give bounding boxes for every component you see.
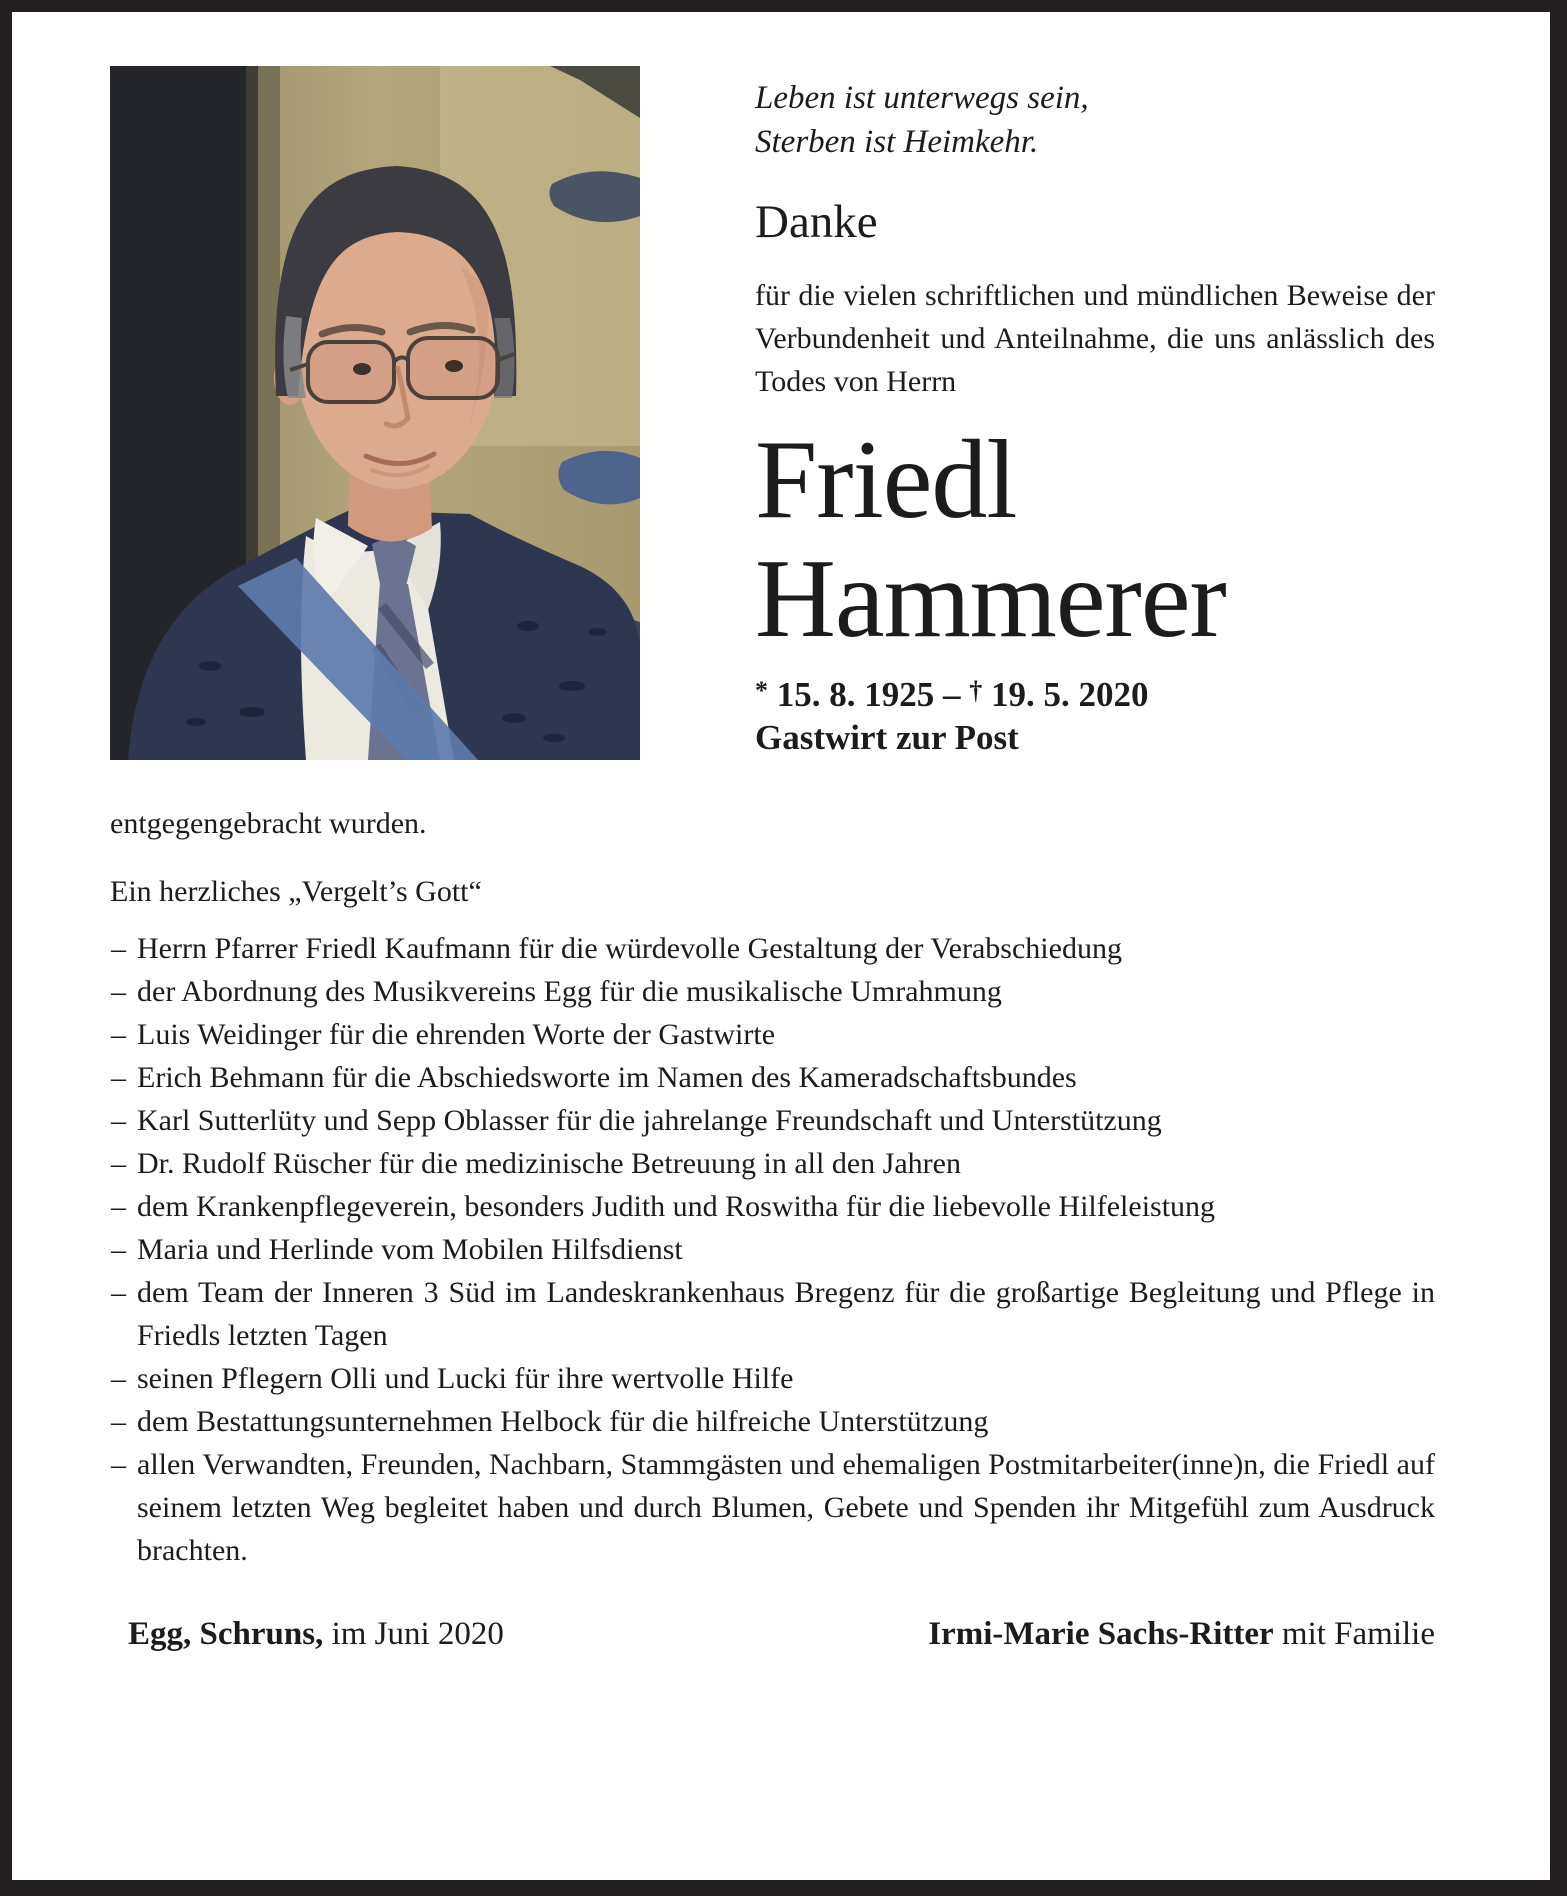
footer-place: Egg, Schruns,: [128, 1616, 324, 1652]
footer-place-date: [110, 1612, 504, 1656]
list-dash: –: [111, 932, 126, 965]
footer-signature-suffix: mit Familie: [1281, 1616, 1435, 1652]
death-date: 19. 5. 2020: [991, 675, 1149, 714]
list-item: [110, 1013, 1435, 1056]
footer-signature-block: [928, 1612, 1435, 1656]
list-item: [110, 927, 1435, 970]
list-item: [110, 1142, 1435, 1185]
list-dash: –: [111, 1018, 126, 1051]
portrait-illustration: [110, 66, 640, 760]
deceased-name: [755, 418, 1435, 661]
list-item-text: Herrn Pfarrer Friedl Kaufmann für die würdevolle Gestaltung der Verabschiedung: [137, 932, 1122, 965]
birth-symbol: *: [755, 676, 768, 705]
body-text: [110, 802, 1435, 1572]
thanks-list: [110, 927, 1435, 1572]
list-dash: –: [111, 1104, 126, 1137]
list-item: [110, 1099, 1435, 1142]
list-item-text: Maria und Herlinde vom Mobilen Hilfsdienst: [137, 1233, 683, 1266]
gratitude-heading: Ein herzliches „Vergelt’s Gott“: [110, 875, 482, 908]
list-dash: –: [111, 975, 126, 1008]
list-item-text: Karl Sutterlüty und Sepp Oblasser für die jahrelange Freundschaft und Unterstützung: [137, 1104, 1162, 1137]
list-item-text: der Abordnung des Musikvereins Egg für die musikalische Umrahmung: [137, 975, 1002, 1008]
list-item-text: dem Bestattungsunternehmen Helbock für die hilfreiche Unterstützung: [137, 1405, 989, 1438]
list-item-text: Dr. Rudolf Rüscher für die medizinische Betreuung in all den Jahren: [137, 1147, 961, 1180]
life-dates: [755, 675, 1435, 715]
continuation-text: entgegengebracht wurden.: [110, 807, 427, 840]
list-dash: –: [111, 1190, 126, 1223]
deceased-first-name: Friedl: [755, 418, 1017, 542]
deceased-last-name: Hammerer: [755, 537, 1226, 661]
intro-paragraph: für die vielen schriftlichen und mündlichen Beweise der Verbundenheit und Anteilnahme, die uns anlässlich des Todes von Herrn: [755, 279, 1435, 398]
epigraph-line-1: Leben ist unterwegs sein,: [755, 80, 1089, 116]
list-dash: –: [111, 1276, 126, 1309]
epigraph: [755, 76, 1435, 164]
list-dash: –: [111, 1448, 126, 1481]
list-dash: –: [111, 1362, 126, 1395]
list-item: [110, 1400, 1435, 1443]
list-item-text: seinen Pflegern Olli und Lucki für ihre wertvolle Hilfe: [137, 1362, 794, 1395]
dates-separator: –: [943, 675, 961, 714]
list-item-text: dem Krankenpflegeverein, besonders Judith und Roswitha für die liebevolle Hilfeleistung: [137, 1190, 1216, 1223]
thanks-title: Danke: [755, 196, 878, 248]
list-item-text: Erich Behmann für die Abschiedsworte im Namen des Kameradschaftsbundes: [137, 1061, 1077, 1094]
list-item: [110, 1443, 1435, 1572]
footer: [110, 1612, 1435, 1656]
top-section: [110, 66, 1435, 760]
list-item-text: dem Team der Inneren 3 Süd im Landeskrankenhaus Bregenz für die großartige Begleitung und Pflege in Friedls letzten Tagen: [137, 1276, 1435, 1352]
list-item: [110, 1056, 1435, 1099]
list-dash: –: [111, 1233, 126, 1266]
list-item: [110, 1357, 1435, 1400]
list-dash: –: [111, 1061, 126, 1094]
list-dash: –: [111, 1147, 126, 1180]
list-item: [110, 1228, 1435, 1271]
list-dash: –: [111, 1405, 126, 1438]
occupation: Gastwirt zur Post: [755, 718, 1019, 757]
death-symbol: †: [969, 676, 983, 705]
list-item: [110, 1271, 1435, 1357]
footer-signature: Irmi-Marie Sachs-Ritter: [928, 1616, 1274, 1652]
list-item: [110, 970, 1435, 1013]
list-item: [110, 1185, 1435, 1228]
list-item-text: allen Verwandten, Freunden, Nachbarn, Stammgästen und ehemaligen Postmitarbeiter(inne)n, die Friedl auf seinem letzten Weg begleitet haben und durch Blumen, Gebete und Spenden ihr Mitgefühl zum Ausdruck brachten.: [137, 1448, 1435, 1567]
list-item-text: Luis Weidinger für die ehrenden Worte der Gastwirte: [137, 1018, 776, 1051]
portrait-photo: [110, 66, 640, 760]
birth-date: 15. 8. 1925: [776, 675, 935, 714]
epigraph-line-2: Sterben ist Heimkehr.: [755, 124, 1039, 160]
footer-date: im Juni 2020: [331, 1616, 504, 1652]
right-column: [755, 66, 1435, 759]
